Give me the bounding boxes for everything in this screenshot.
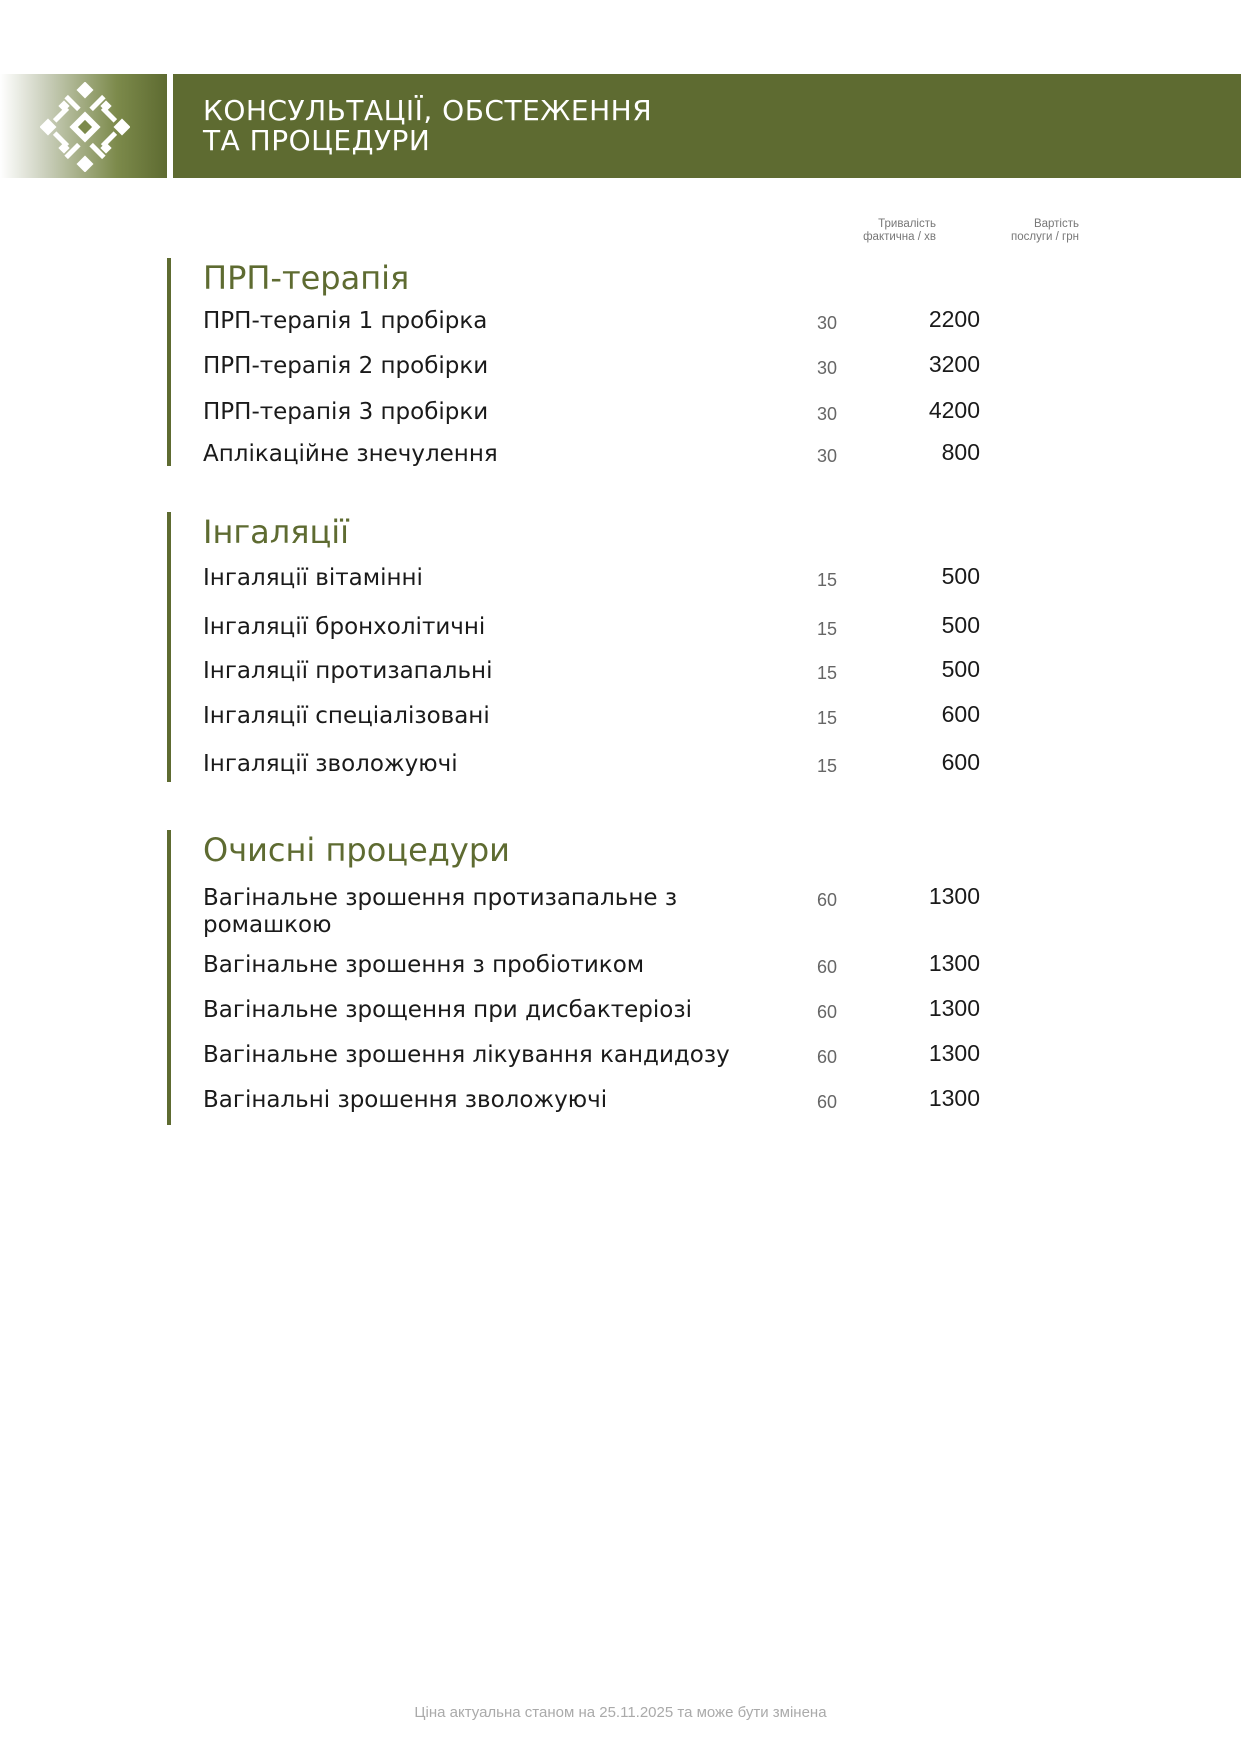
page-title xyxy=(203,96,652,156)
section-cleansing-procedures xyxy=(167,830,1087,1125)
service-name: Аплікаційне знечулення xyxy=(203,441,498,467)
section-accent-bar xyxy=(167,258,171,466)
page-title-line-1: КОНСУЛЬТАЦІЇ, ОБСТЕЖЕННЯ xyxy=(203,94,653,127)
section-accent-bar xyxy=(167,830,171,1125)
service-duration: 30 xyxy=(816,404,837,424)
service-price: 4200 xyxy=(928,397,980,423)
price-header-line-2: послуги / грн xyxy=(1011,231,1079,243)
service-price: 1300 xyxy=(928,1040,980,1066)
section-title: ПРП-терапія xyxy=(203,259,410,297)
service-name: Інгаляції бронхолітичні xyxy=(203,614,486,640)
duration-header-line-1: Тривалість xyxy=(878,218,936,230)
service-name: Вагінальне зрошення протизапальне з ромашкою xyxy=(203,885,678,938)
section-accent-bar xyxy=(167,512,171,782)
service-duration: 15 xyxy=(816,756,837,776)
header-band xyxy=(0,74,1241,178)
service-price: 500 xyxy=(941,563,980,589)
service-name: Інгаляції спеціалізовані xyxy=(203,703,490,729)
service-duration: 60 xyxy=(816,890,837,910)
price-disclaimer: Ціна актуальна станом на 25.11.2025 та може бути змінена xyxy=(414,1704,827,1721)
service-duration: 60 xyxy=(816,957,837,977)
section-title: Очисні процедури xyxy=(203,831,510,869)
price-header-line-1: Вартість xyxy=(1033,218,1079,230)
service-price: 500 xyxy=(941,656,980,682)
service-price: 1300 xyxy=(928,883,980,909)
service-price: 2200 xyxy=(928,306,980,332)
header-title-bar xyxy=(173,74,1241,178)
ornament-logo-icon xyxy=(40,82,130,172)
logo-box xyxy=(0,74,167,178)
service-price: 1300 xyxy=(928,995,980,1021)
service-name: ПРП-терапія 2 пробірки xyxy=(203,353,489,379)
service-name: Інгаляції вітамінні xyxy=(203,565,423,591)
service-duration: 60 xyxy=(816,1002,837,1022)
service-price: 1300 xyxy=(928,950,980,976)
service-name: Вагінальне зрощення при дисбактеріозі xyxy=(203,997,692,1023)
service-price: 600 xyxy=(941,749,980,775)
service-name: Вагінальне зрошення з пробіотиком xyxy=(203,952,645,978)
duration-column-header xyxy=(863,218,936,244)
service-name: ПРП-терапія 3 пробірки xyxy=(203,399,489,425)
service-duration: 30 xyxy=(816,313,837,333)
service-duration: 15 xyxy=(816,570,837,590)
section-inhalations xyxy=(167,512,1087,782)
duration-header-line-2: фактична / хв xyxy=(863,231,936,243)
service-name: ПРП-терапія 1 пробірка xyxy=(203,308,488,334)
service-duration: 15 xyxy=(816,619,837,639)
service-price: 600 xyxy=(941,701,980,727)
service-duration: 30 xyxy=(816,446,837,466)
section-prp-therapy xyxy=(167,258,1087,468)
service-name: Вагінальні зрошення зволожуючі xyxy=(203,1087,608,1113)
service-price: 500 xyxy=(941,612,980,638)
service-duration: 60 xyxy=(816,1092,837,1112)
service-price: 800 xyxy=(941,439,980,465)
service-name: Інгаляції зволожуючі xyxy=(203,751,458,777)
service-name: Вагінальне зрошення лікування кандидозу xyxy=(203,1042,730,1068)
service-price: 3200 xyxy=(928,351,980,377)
service-duration: 15 xyxy=(816,708,837,728)
service-price: 1300 xyxy=(928,1085,980,1111)
page-title-line-2: ТА ПРОЦЕДУРИ xyxy=(203,124,431,157)
section-title: Інгаляції xyxy=(203,513,350,551)
service-duration: 30 xyxy=(816,358,837,378)
price-column-header xyxy=(1011,218,1079,244)
service-duration: 15 xyxy=(816,663,837,683)
service-duration: 60 xyxy=(816,1047,837,1067)
service-name: Інгаляції протизапальні xyxy=(203,658,493,684)
